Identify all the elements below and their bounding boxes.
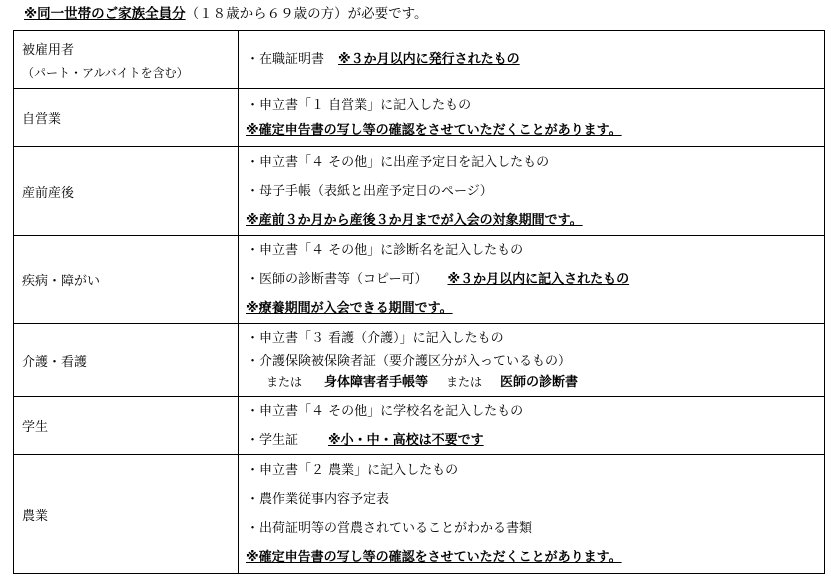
documents-cell <box>239 455 825 574</box>
category-sublabel: （パート・アルバイトを含む） <box>22 65 189 80</box>
documents-cell <box>239 324 825 397</box>
category-label: 介護・看護 <box>22 354 88 370</box>
document-note: ※３か月以内に発行されたもの <box>338 52 520 67</box>
document-text: ・医師の診断書等（コピー可） <box>246 272 428 287</box>
document-note: ※療養期間が入会できる期間です。 <box>246 301 453 316</box>
document-text: ・在職証明書 <box>246 52 325 67</box>
header-age-note: （１８歳から６９歳の方） <box>185 6 348 22</box>
document-line <box>246 329 824 348</box>
page-header <box>24 4 428 24</box>
documents-cell <box>239 147 825 236</box>
category-label: 学生 <box>22 420 49 435</box>
documents-cell <box>239 236 825 324</box>
document-line <box>246 373 824 392</box>
document-line <box>246 431 824 450</box>
document-text: ・農作業従事内容予定表 <box>246 492 390 507</box>
category-label: 被雇用者 <box>22 42 75 58</box>
document-line <box>246 153 824 172</box>
document-text: ・母子手帳（表紙と出産予定日のページ） <box>246 183 493 199</box>
document-line <box>246 96 824 115</box>
document-line <box>246 182 824 201</box>
category-cell <box>14 397 239 455</box>
table-row <box>14 31 825 89</box>
document-line <box>246 211 824 230</box>
table-row <box>14 147 825 236</box>
category-cell <box>14 236 239 324</box>
documents-cell <box>239 397 825 455</box>
document-note: ※確定申告書の写し等の確認をさせていただくことがあります。 <box>246 550 622 565</box>
document-line <box>246 270 824 289</box>
document-line <box>246 241 824 260</box>
alt-conjunction: または <box>266 374 303 389</box>
category-label: 自営業 <box>22 112 62 127</box>
category-label: 産前産後 <box>22 185 75 201</box>
alt-document: 医師の診断書 <box>500 374 579 390</box>
header-prefix: ※同一世帯の <box>24 6 105 22</box>
document-note: ※小・中・高校は不要です <box>328 432 484 448</box>
document-line <box>246 402 824 421</box>
category-cell <box>14 324 239 397</box>
category-label: 疾病・障がい <box>22 274 101 289</box>
category-cell <box>14 147 239 236</box>
document-note: ※３か月以内に記入されたもの <box>447 272 630 287</box>
document-line <box>246 299 824 318</box>
alt-conjunction: または <box>446 374 483 389</box>
documents-cell <box>239 89 825 147</box>
table-row <box>14 455 825 574</box>
alt-document: 身体障害者手帳等 <box>324 374 429 390</box>
document-line <box>246 352 824 371</box>
category-cell <box>14 89 239 147</box>
table-row <box>14 324 825 397</box>
category-cell <box>14 31 239 89</box>
header-emphasis: ご家族全員分 <box>104 6 186 22</box>
document-line <box>246 490 824 509</box>
table-row <box>14 236 825 324</box>
document-text: ・申立書「１ 自営業」に記入したもの <box>246 97 472 113</box>
document-text: ・申立書「４ その他」に学校名を記入したもの <box>246 403 524 419</box>
header-suffix: が必要です。 <box>347 6 428 22</box>
document-line <box>246 548 824 567</box>
document-text: ・申立書「４ その他」に出産予定日を記入したもの <box>246 154 550 170</box>
document-note: ※確定申告書の写し等の確認をさせていただくことがあります。 <box>246 122 622 138</box>
document-text: ・申立書「３ 看護（介護）」に記入したもの <box>246 330 504 346</box>
document-text: ・学生証 <box>246 432 299 448</box>
requirements-table <box>13 30 825 574</box>
category-cell <box>14 455 239 574</box>
document-line <box>246 519 824 538</box>
table-row <box>14 89 825 147</box>
document-line <box>246 50 824 69</box>
category-label: 農業 <box>22 508 49 524</box>
documents-cell <box>239 31 825 89</box>
document-text: ・出荷証明等の営農されていることがわかる書類 <box>246 521 533 536</box>
document-line <box>246 461 824 480</box>
document-text: ・申立書「４ その他」に診断名を記入したもの <box>246 243 524 258</box>
document-text: ・介護保険被保険者証（要介護区分が入っているもの） <box>246 353 572 369</box>
document-note: ※産前３か月から産後３か月までが入会の対象期間です。 <box>246 212 583 228</box>
document-line <box>246 121 824 140</box>
document-text: ・申立書「２ 農業」に記入したもの <box>246 463 459 478</box>
table-row <box>14 397 825 455</box>
